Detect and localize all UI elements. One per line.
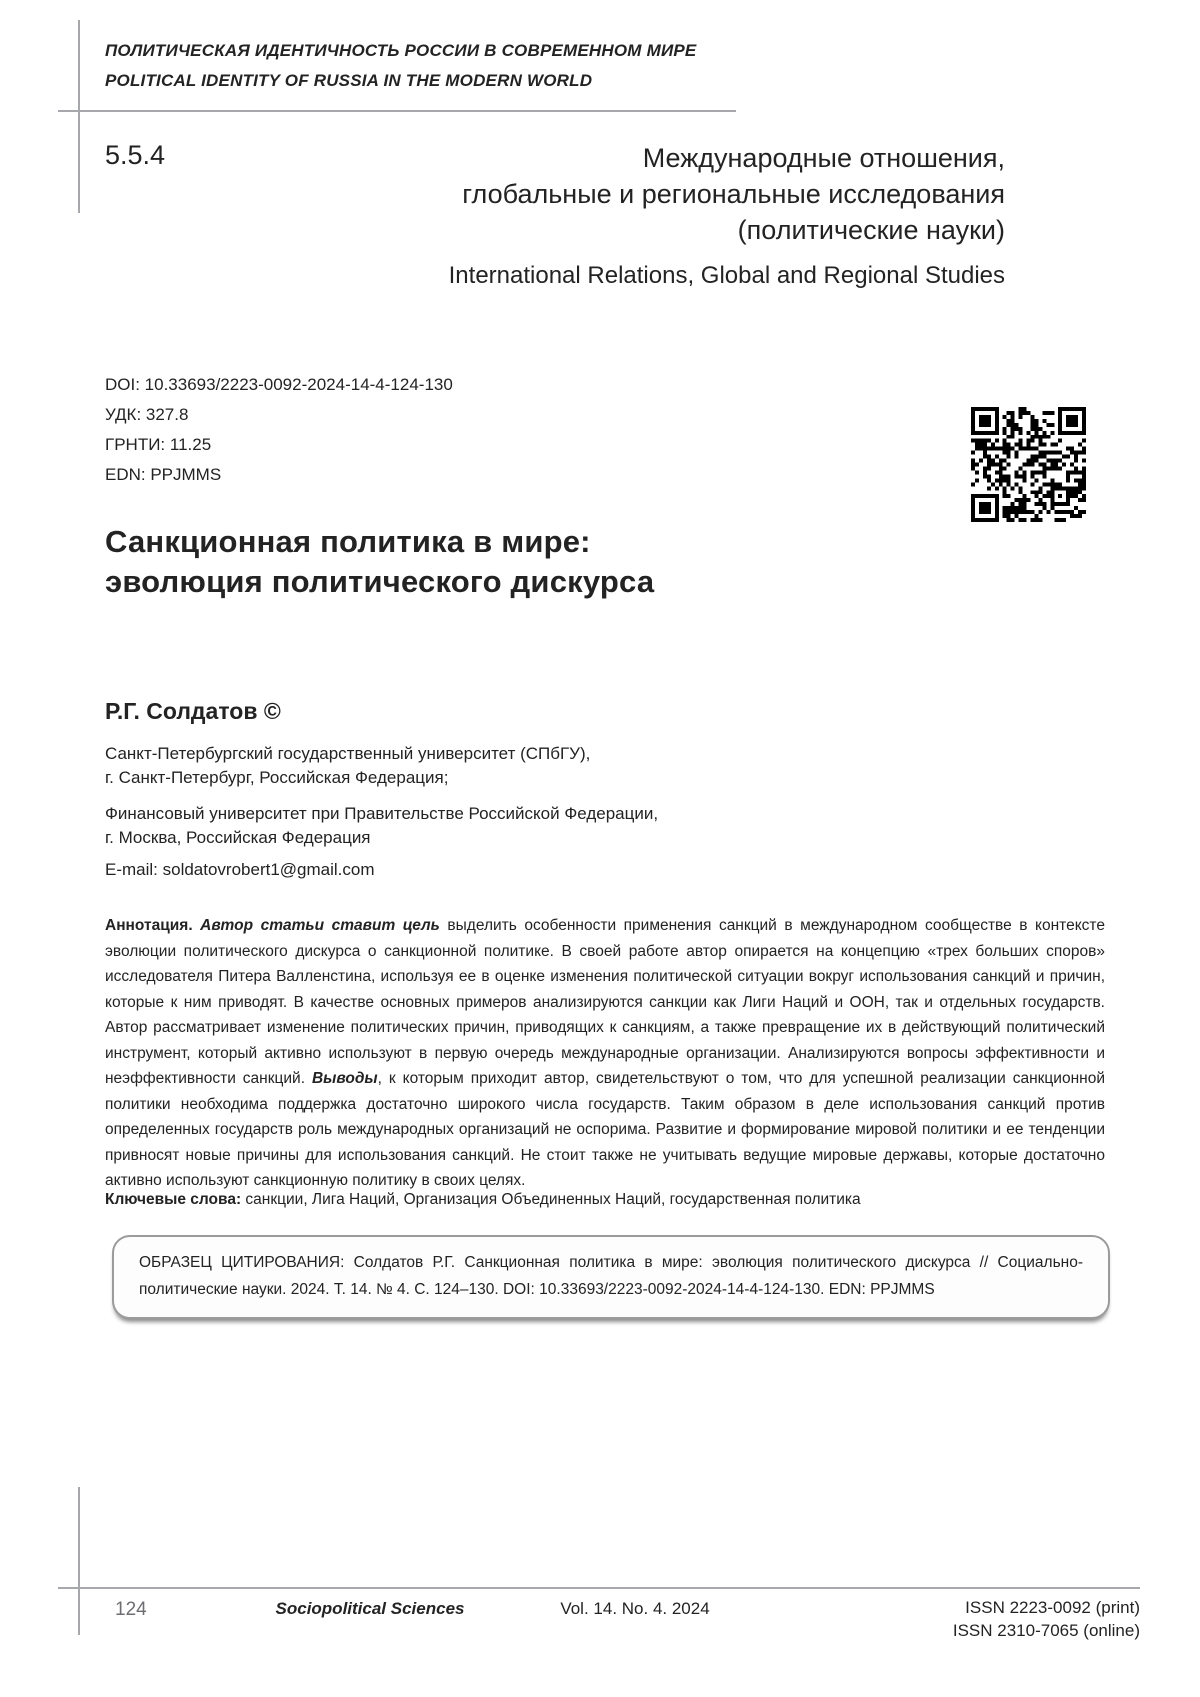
article-title-line1: Санкционная политика в мире: — [105, 524, 591, 559]
abstract-goal-phrase: Автор статьи ставит цель — [200, 917, 440, 934]
section-heading-ru-line2: глобальные и региональные исследования — [462, 179, 1005, 209]
footer-volume-issue: Vol. 14. No. 4. 2024 — [560, 1599, 710, 1618]
bottom-left-vertical-rule — [78, 1487, 80, 1635]
author-name: Р.Г. Солдатов © — [105, 698, 281, 724]
article-title — [105, 522, 654, 602]
footer-horizontal-rule — [58, 1587, 1140, 1589]
affiliation-2 — [105, 802, 658, 850]
keywords-text: санкции, Лига Наций, Организация Объединенных Наций, государственная политика — [241, 1191, 861, 1208]
abstract-label: Аннотация. — [105, 917, 201, 934]
citation-example-box — [112, 1235, 1110, 1319]
section-number: 5.5.4 — [105, 140, 166, 170]
affiliation-2-line2: г. Москва, Российская Федерация — [105, 828, 371, 847]
running-head-en: POLITICAL IDENTITY OF RUSSIA IN THE MODERN WORLD — [105, 71, 593, 90]
keywords — [105, 1188, 1105, 1212]
affiliation-1-line1: Санкт-Петербургский государственный университет (СПбГУ), — [105, 744, 591, 763]
affiliation-1 — [105, 742, 590, 790]
issn-online: ISSN 2310-7065 (online) — [952, 1621, 1140, 1640]
section-heading-en: International Relations, Global and Regional Studies — [448, 262, 1005, 289]
citation-example-text: ОБРАЗЕЦ ЦИТИРОВАНИЯ: Солдатов Р.Г. Санкционная политика в мире: эволюция политического дискурса // Социально-политические науки. 2024. Т. 14. № 4. С. 124–130. DOI: 10.33693/2223-0092-2024-14-4-124-130. EDN: PPJMMS — [139, 1254, 1083, 1298]
edn: EDN: PPJMMS — [105, 465, 222, 484]
affiliation-1-line2: г. Санкт-Петербург, Российская Федерация; — [105, 768, 449, 787]
running-head — [105, 36, 696, 96]
qr-code — [970, 407, 1087, 522]
issn-print: ISSN 2223-0092 (print) — [965, 1598, 1140, 1617]
section-heading-ru — [462, 140, 1005, 248]
section-heading-ru-line3: (политические науки) — [737, 215, 1005, 245]
top-left-vertical-rule — [78, 20, 80, 213]
affiliation-2-line1: Финансовый университет при Правительстве Российской Федерации, — [105, 804, 659, 823]
running-head-ru: ПОЛИТИЧЕСКАЯ ИДЕНТИЧНОСТЬ РОССИИ В СОВРЕМЕННОМ МИРЕ — [105, 41, 697, 60]
keywords-label: Ключевые слова: — [105, 1191, 242, 1208]
page-number: 124 — [115, 1599, 147, 1620]
article-title-line2: эволюция политического дискурса — [105, 564, 655, 599]
udk: УДК: 327.8 — [105, 405, 189, 424]
abstract-body-1: выделить особенности применения санкций в международном сообществе в контексте эволюции политического дискурса о санкционной политике. В своей работе автор опирается на концепцию «трех больших споров» исследователя Питера Валленстина, используя ее в оценке изменения политической ситуации вокруг использования санкций и причин, которые к ним приводят. В качестве основных примеров анализируются санкции как Лиги Наций и ООН, так и отдельных государств. Автор рассматривает изменение политических причин, приводящих к санкциям, а также превращение их в действующий политический инструмент, который активно используют в первую очередь международные организации. Анализируются вопросы эффективности и неэффективности санкций. — [105, 917, 1105, 1087]
abstract — [105, 913, 1105, 1194]
header-horizontal-rule — [58, 110, 736, 112]
author-email: E-mail: soldatovrobert1@gmail.com — [105, 860, 375, 879]
abstract-conclusions-word: Выводы — [311, 1070, 378, 1087]
section-heading-ru-line1: Международные отношения, — [642, 143, 1005, 173]
footer-journal-title: Sociopolitical Sciences — [275, 1599, 465, 1618]
footer-issn — [953, 1596, 1140, 1642]
article-meta — [105, 370, 453, 490]
grnti: ГРНТИ: 11.25 — [105, 435, 212, 454]
doi: DOI: 10.33693/2223-0092-2024-14-4-124-130 — [105, 375, 453, 394]
abstract-body-2: , к которым приходит автор, свидетельствуют о том, что для успешной реализации санкционной политики необходима поддержка достаточно широкого числа государств. Таким образом в деле использования санкций против определенных государств роль международных организаций не оспорима. Развитие и формирование мировой политики и ее тенденции привносят новые причины для использования санкций. Не стоит также не учитывать ведущие мировые державы, которые достаточно активно используют санкционную политику в своих целях. — [105, 1070, 1105, 1189]
